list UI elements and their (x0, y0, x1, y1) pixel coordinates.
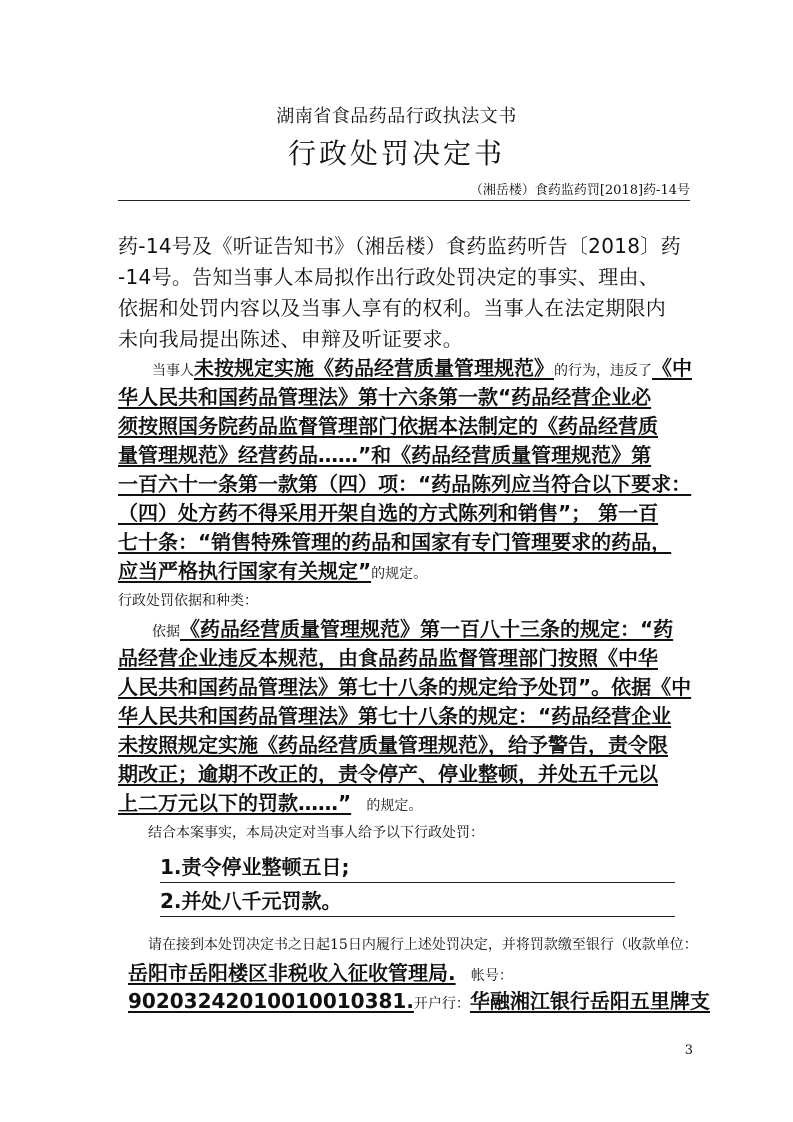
violation-mid: 的行为，违反了 (554, 363, 652, 379)
page-number: 3 (684, 1043, 693, 1058)
violation-suffix: 的规定。 (371, 566, 428, 582)
header-divider (118, 200, 690, 201)
basis-text-3: 人民共和国药品管理法》第七十八条的规定给予处罚”。依据《中 (118, 675, 692, 699)
basis-text-5: 未按照规定实施《药品经营质量管理规范》，给予警告，责令限 (118, 733, 668, 757)
violation-law-8: 应当严格执行国家有关规定” (118, 559, 372, 583)
violation-law-7: 七十条：“销售特殊管理的药品和国家有专门管理要求的药品， (118, 530, 672, 554)
basis-text-7: 上二万元以下的罚款……” (118, 791, 352, 815)
agency-heading: 湖南省食品药品行政执法文书 (276, 106, 517, 127)
document-number: （湘岳楼）食药监药罚[2018]药-14号 (469, 183, 690, 198)
basis-text-4: 华人民共和国药品管理法》第七十八条的规定：“药品经营企业 (118, 704, 672, 728)
intro-line-3: 依据和处罚内容以及当事人享有的权利。当事人在法定期限内 (118, 296, 667, 320)
basis-text-1: 《药品经营质量管理规范》第一百八十三条的规定：“药 (180, 617, 674, 641)
basis-line-1 (152, 614, 673, 644)
violation-law-6: （四）处方药不得采用开架自选的方式陈列和销售”； 第一百 (118, 501, 659, 525)
basis-text-2: 品经营企业违反本规范，由食品药品监督管理部门按照《中华 (118, 646, 658, 670)
basis-prefix: 依据 (152, 624, 180, 640)
decision-item-1: 1.责令停业整顿五日; (160, 852, 675, 883)
violation-law-1: 《中 (652, 356, 692, 380)
violation-law-3: 须按照国务院药品监督管理部门依据本法制定的《药品经营质 (118, 414, 658, 438)
payment-line-1: 请在接到本处罚决定书之日起15日内履行上述处罚决定，并将罚款缴至银行（收款单位： (148, 937, 698, 953)
account-number: 90203242010010010381. (128, 989, 414, 1013)
violation-act: 未按规定实施《药品经营质量管理规范》 (194, 356, 554, 380)
basis-line-last (118, 788, 422, 818)
page-title: 行政处罚决定书 (287, 137, 505, 170)
decision-item-2: 2.并处八千元罚款。 (160, 886, 675, 917)
bank-name: 华融湘江银行岳阳五里牌支 (469, 989, 710, 1013)
violation-line-last (118, 556, 427, 586)
violation-line-1 (152, 353, 692, 383)
basis-text-6: 期改正；逾期不改正的，责令停产、停业整顿，并处五千元以 (118, 762, 658, 786)
account-label: 帐号： (470, 968, 513, 984)
intro-line-1: 药-14号及《听证告知书》（湘岳楼）食药监药听告〔2018〕药 (118, 234, 681, 258)
bank-label: 开户行： (413, 996, 470, 1012)
decision-intro: 结合本案事实，本局决定对当事人给予以下行政处罚： (148, 825, 484, 841)
intro-line-4: 未向我局提出陈述、申辩及听证要求。 (118, 327, 464, 351)
intro-line-2: -14号。告知当事人本局拟作出行政处罚决定的事实、理由、 (118, 265, 660, 289)
payment-payee-line (128, 958, 513, 988)
violation-law-2: 华人民共和国药品管理法》第十六条第一款“药品经营企业必 (118, 385, 652, 409)
violation-law-5: 一百六十一条第一款第（四）项：“药品陈列应当符合以下要求： (118, 472, 692, 496)
payment-account-line (128, 986, 710, 1016)
violation-law-4: 量管理规范》经营药品……”和《药品经营质量管理规范》第 (118, 443, 652, 467)
basis-suffix: 的规定。 (366, 798, 423, 814)
basis-heading: 行政处罚依据和种类： (118, 593, 258, 609)
violation-prefix: 当事人 (152, 363, 194, 379)
payee-name: 岳阳市岳阳楼区非税收入征收管理局. (128, 961, 456, 985)
